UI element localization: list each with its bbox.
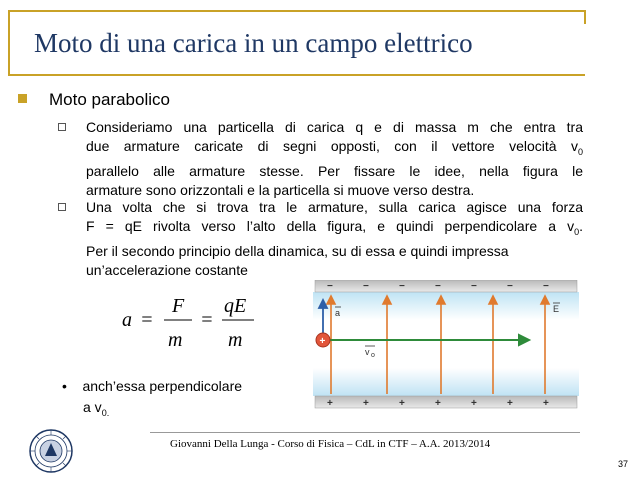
- formula-den-1: m: [168, 329, 183, 350]
- formula-num-2: qE: [224, 295, 247, 317]
- plus-sign: +: [507, 398, 513, 409]
- university-seal-icon: [28, 428, 74, 474]
- footer-text: Giovanni Della Lunga - Corso di Fisica – CdL in CTF – A.A. 2013/2014: [170, 438, 491, 450]
- minus-sign: −: [471, 281, 477, 292]
- minus-sign: −: [399, 281, 405, 292]
- bullet-moto-parabolico: [18, 90, 170, 110]
- minus-sign: −: [327, 281, 333, 292]
- formula-lhs: a: [122, 309, 132, 331]
- text-line: armature sono orizzontali e la particella si muove verso destra.: [86, 181, 475, 198]
- text-line: Per il secondo principio della dinamica, su di essa e quindi impressa: [86, 242, 509, 259]
- dot-line-2: a v: [83, 399, 102, 415]
- formula-eq-2: =: [200, 309, 214, 331]
- sub-bullet-2: [58, 198, 583, 280]
- plus-sign: +: [471, 398, 477, 409]
- text-line: parallelo alle armature stesse. Per fissare le idee, nella figura le: [86, 162, 583, 179]
- text-line: F = qE rivolta verso l’alto della figura, e quindi perpendicolare a $v_0$.: [86, 218, 583, 237]
- bullet-label: Moto parabolico: [49, 90, 170, 109]
- plus-sign: +: [543, 398, 549, 409]
- text-line: un’accelerazione costante: [86, 261, 248, 278]
- label-a: a: [335, 308, 341, 318]
- negative-plate: [315, 280, 577, 292]
- text-line: due armature caricate di segni opposti, con il vettore velocità $v_0$: [86, 138, 583, 157]
- plus-sign: +: [327, 398, 333, 409]
- label-v0: v: [365, 347, 370, 357]
- dot-bullet-icon: •: [62, 378, 67, 394]
- electric-field-figure: [313, 280, 579, 410]
- minus-sign: −: [435, 281, 441, 292]
- acceleration-formula: [120, 290, 260, 350]
- dot-line-1: anch’essa perpendicolare: [82, 378, 243, 394]
- text-line: Consideriamo una particella di carica q e di massa m che entra tra: [86, 119, 583, 135]
- formula-eq-1: =: [140, 309, 154, 331]
- plus-sign: +: [435, 398, 441, 409]
- hollow-square-bullet-icon: [58, 203, 66, 211]
- plus-sign: +: [363, 398, 369, 409]
- formula-num-1: F: [172, 295, 185, 317]
- sub-bullet-1: [58, 118, 583, 200]
- slide-title: Moto di una carica in un campo elettrico: [34, 28, 473, 58]
- positive-plate: [315, 396, 577, 408]
- dot-bullet-item: • anch’essa perpendicolare a $v_{0.}$: [62, 378, 243, 418]
- text-line: Una volta che si trova tra le armature, sulla carica agisce una forza: [86, 199, 583, 215]
- minus-sign: −: [363, 281, 369, 292]
- minus-sign: −: [507, 281, 513, 292]
- square-bullet-icon: [18, 94, 27, 103]
- formula-den-2: m: [228, 329, 243, 350]
- hollow-square-bullet-icon: [58, 123, 66, 131]
- label-v0-sub: o: [371, 352, 375, 359]
- charge-sign: +: [319, 336, 326, 347]
- minus-sign: −: [543, 281, 549, 292]
- label-E: E: [553, 304, 560, 314]
- page-number: 37: [617, 459, 628, 469]
- plus-sign: +: [399, 398, 405, 409]
- footer-divider: [150, 432, 580, 433]
